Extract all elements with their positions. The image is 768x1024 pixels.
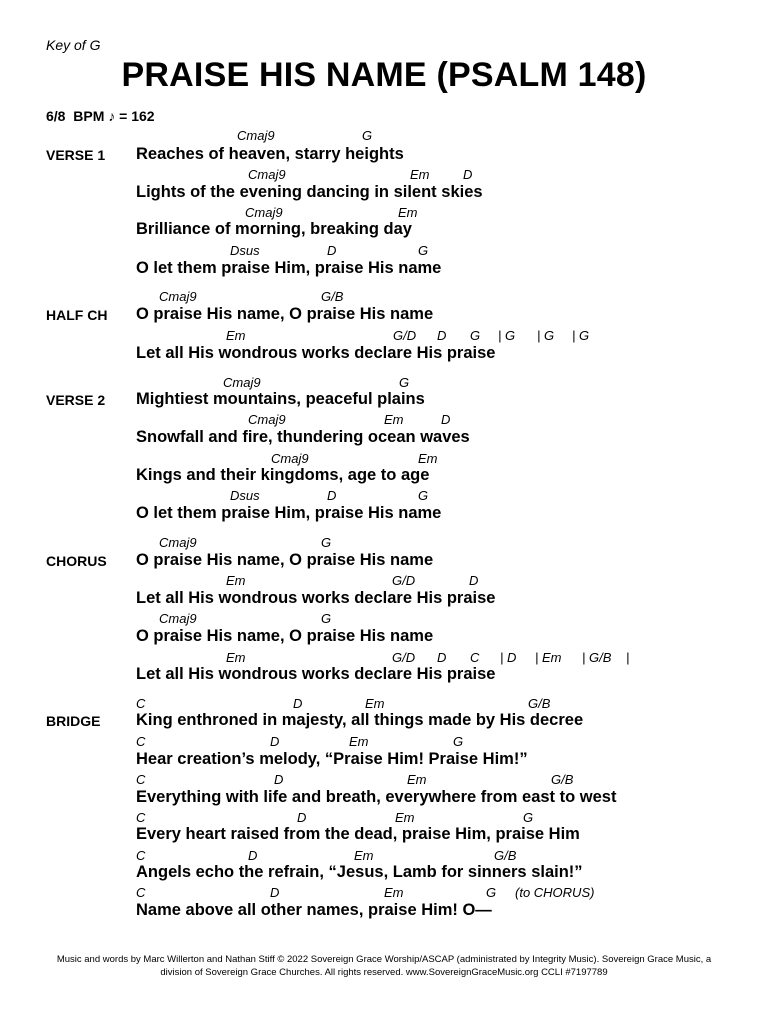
chord-symbol: D <box>248 848 258 863</box>
chord-symbol: G <box>321 611 332 626</box>
chord-symbol: Cmaj9 <box>271 451 309 466</box>
lyric-line: Kings and their kingdoms, age to age <box>136 466 430 484</box>
lyric-line: O let them praise Him, praise His name <box>136 504 442 522</box>
chord-symbol: Em <box>398 205 418 220</box>
chord-symbol: G <box>362 128 373 143</box>
chord-symbol: G/B <box>321 289 344 304</box>
chord-symbol: | G <box>537 328 555 343</box>
chord-symbol: | D <box>500 650 517 665</box>
chord-symbol: D <box>270 885 280 900</box>
chord-symbol: G/B <box>528 696 551 711</box>
chord-symbol: Em <box>226 650 246 665</box>
chord-symbol: | <box>626 650 630 665</box>
lyric-line: O praise His name, O praise His name <box>136 551 434 569</box>
chord-symbol: G <box>399 375 410 390</box>
chord-symbol: C <box>136 810 146 825</box>
lyric-line: Reaches of heaven, starry heights <box>136 145 404 163</box>
chord-symbol: D <box>327 488 337 503</box>
lyric-line: Everything with life and breath, everywhere from east to west <box>136 788 617 806</box>
chord-symbol: Cmaj9 <box>248 412 286 427</box>
chord-symbol: | Em <box>535 650 562 665</box>
chord-symbol: C <box>136 696 146 711</box>
chord-symbol: Dsus <box>230 243 260 258</box>
lyric-line: Hear creation’s melody, “Praise Him! Praise Him!” <box>136 750 528 768</box>
chord-symbol: | G <box>572 328 590 343</box>
lyric-line: Lights of the evening dancing in silent skies <box>136 183 483 201</box>
chord-symbol: Cmaj9 <box>159 535 197 550</box>
lyric-line: Let all His wondrous works declare His praise <box>136 589 496 607</box>
lyric-line: Every heart raised from the dead, praise Him, praise Him <box>136 825 580 843</box>
chord-symbol: Dsus <box>230 488 260 503</box>
lyric-line: King enthroned in majesty, all things made by His decree <box>136 711 584 729</box>
chord-symbol: G/D <box>392 650 416 665</box>
chord-symbol: D <box>437 328 447 343</box>
chord-symbol: Em <box>395 810 415 825</box>
chord-symbol: Cmaj9 <box>237 128 275 143</box>
chord-symbol: C <box>136 772 146 787</box>
chord-symbol: Em <box>354 848 374 863</box>
chord-symbol: C <box>136 885 146 900</box>
chord-symbol: | G <box>498 328 516 343</box>
section-label: BRIDGE <box>46 713 101 729</box>
lyric-line: O praise His name, O praise His name <box>136 305 434 323</box>
chord-symbol: C <box>470 650 480 665</box>
chord-symbol: D <box>469 573 479 588</box>
chord-symbol: C <box>136 734 146 749</box>
song-title: PRAISE HIS NAME (PSALM 148) <box>121 56 647 94</box>
section-label: VERSE 2 <box>46 392 106 408</box>
chord-symbol: D <box>327 243 337 258</box>
chord-symbol: G <box>486 885 497 900</box>
chord-symbol: Em <box>365 696 385 711</box>
chord-symbol: D <box>463 167 473 182</box>
lyric-line: Let all His wondrous works declare His praise <box>136 344 496 362</box>
chord-symbol: G/D <box>392 573 416 588</box>
chord-symbol: D <box>441 412 451 427</box>
section-label: CHORUS <box>46 553 107 569</box>
chord-symbol: D <box>270 734 280 749</box>
song-key: Key of G <box>46 37 101 53</box>
lyric-line: Mightiest mountains, peaceful plains <box>136 390 425 408</box>
chord-symbol: Em <box>226 573 246 588</box>
chord-symbol: Em <box>407 772 427 787</box>
chord-symbol: D <box>274 772 284 787</box>
lyric-line: Name above all other names, praise Him! O— <box>136 901 492 919</box>
chord-symbol: G <box>470 328 481 343</box>
section-label: VERSE 1 <box>46 147 106 163</box>
lyric-line: Angels echo the refrain, “Jesus, Lamb for sinners slain!” <box>136 863 583 881</box>
chord-symbol: D <box>293 696 303 711</box>
chord-symbol: Em <box>349 734 369 749</box>
chord-symbol: G <box>418 488 429 503</box>
lyric-line: Snowfall and fire, thundering ocean waves <box>136 428 470 446</box>
chord-symbol: G/D <box>393 328 417 343</box>
lyric-line: O let them praise Him, praise His name <box>136 259 442 277</box>
chord-symbol: Em <box>226 328 246 343</box>
chord-symbol: Em <box>384 412 404 427</box>
chord-symbol: G <box>418 243 429 258</box>
chord-symbol: (to CHORUS) <box>515 885 595 900</box>
chord-symbol: G/B <box>494 848 517 863</box>
chord-symbol: Cmaj9 <box>223 375 261 390</box>
copyright-footer: Music and words by Marc Willerton and Nathan Stiff © 2022 Sovereign Grace Worship/ASCAP (administrated by Integrity Music). Sovereign Grace Music, a division of Sovereign Grace Churches. All rights reserved. www.SovereignGraceMusic.org CCLI #7197789 <box>56 954 712 978</box>
chord-symbol: Cmaj9 <box>159 289 197 304</box>
chord-symbol: Em <box>410 167 430 182</box>
lyric-line: Let all His wondrous works declare His praise <box>136 665 496 683</box>
chord-symbol: G <box>321 535 332 550</box>
section-label: HALF CH <box>46 307 108 323</box>
tempo-info: 6/8 BPM ♪ = 162 <box>46 108 155 124</box>
chord-symbol: Em <box>418 451 438 466</box>
chord-symbol: Em <box>384 885 404 900</box>
lyric-line: O praise His name, O praise His name <box>136 627 434 645</box>
chord-symbol: G <box>453 734 464 749</box>
chord-symbol: G/B <box>551 772 574 787</box>
chord-symbol: Cmaj9 <box>248 167 286 182</box>
chord-symbol: D <box>437 650 447 665</box>
chord-symbol: Cmaj9 <box>245 205 283 220</box>
chord-symbol: C <box>136 848 146 863</box>
chord-symbol: D <box>297 810 307 825</box>
chord-symbol: G <box>523 810 534 825</box>
chord-symbol: Cmaj9 <box>159 611 197 626</box>
lyric-line: Brilliance of morning, breaking day <box>136 220 412 238</box>
chord-symbol: | G/B <box>582 650 612 665</box>
